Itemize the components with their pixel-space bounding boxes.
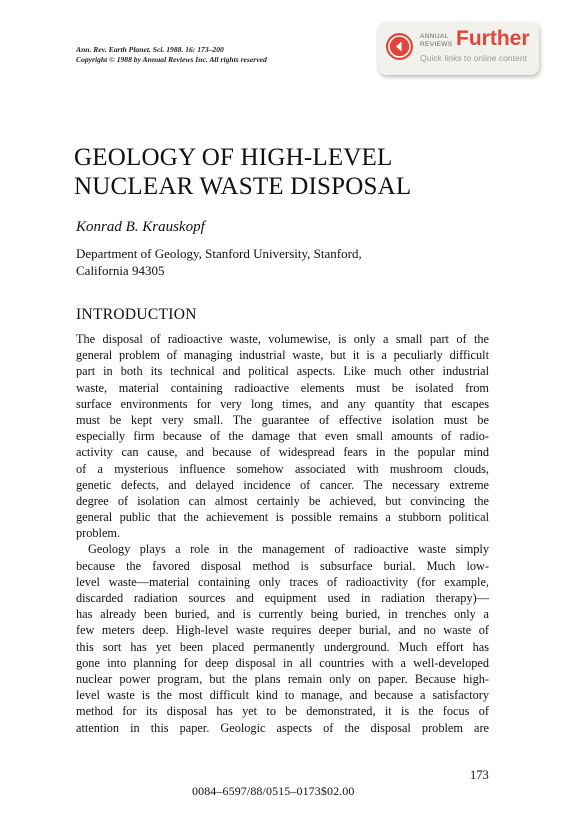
paragraph-line: method for its disposal has yet to be demonstrated, it is the focus of: [76, 704, 489, 719]
article-title: [74, 143, 474, 201]
further-label: Further: [456, 27, 530, 50]
page-number: 173: [470, 768, 489, 782]
paragraph-line: degree of isolation can almost certainly be achieved, but convincing the: [76, 493, 489, 508]
paragraph-line: The disposal of radioactive waste, volumewise, is only a small part of the: [76, 332, 489, 346]
annual-reviews-wordmark: [420, 33, 453, 48]
annual-label: ANNUAL: [420, 33, 449, 40]
section-heading: INTRODUCTION: [76, 306, 197, 323]
paragraph-line: attention in this paper. Geologic aspects of the disposal problem are: [76, 720, 489, 735]
paragraph-line: general public that the achievement is possible remains a stubborn political: [76, 510, 489, 525]
paragraph-line: few meters deep. High-level waste requires deeper burial, and no waste of: [76, 623, 489, 638]
paragraph-line: this sort has yet been placed permanently underground. Much effort has: [76, 639, 489, 654]
paragraph: [76, 541, 489, 735]
paragraph-line: level waste—material containing only traces of radioactivity (for example,: [76, 574, 489, 589]
paragraph-line: has already been buried, and is currently being buried, in trenches only a: [76, 607, 489, 622]
affiliation-line-1: Department of Geology, Stanford University, Stanford,: [76, 246, 362, 261]
paragraph-line: discarded radiation sources and equipment used in radiation therapy)—: [76, 591, 489, 605]
article-code: 0084–6597/88/0515–0173$02.00: [192, 784, 355, 798]
citation-copyright-line: Copyright © 1988 by Annual Reviews Inc. All rights reserved: [76, 55, 267, 64]
paragraph-line: because the favored disposal method is subsurface burial. Much low-: [76, 558, 489, 573]
author-name: Konrad B. Krauskopf: [76, 219, 205, 235]
play-arrow-icon: [386, 33, 413, 60]
title-line-2: NUCLEAR WASTE DISPOSAL: [74, 173, 412, 200]
journal-citation: [76, 45, 267, 65]
paragraph-line: Geology plays a role in the management of radioactive waste simply: [88, 542, 489, 557]
paragraph-line: especially firm because of the damage that even small amounts of radio-: [76, 429, 489, 444]
paragraph-line: of a mysterious influence somehow associated with mushroom clouds,: [76, 461, 489, 476]
paragraph-line: genetic defects, and delayed incidence of cancer. The necessary extreme: [76, 477, 489, 492]
paragraph-line: gone into planning for deep disposal in all countries with a well-developed: [76, 655, 489, 670]
paragraph-line: general problem of managing industrial waste, but it is a peculiarly difficult: [76, 348, 489, 363]
author-affiliation: [76, 245, 476, 279]
paragraph-line: nuclear power program, but the plans remain only on paper. Because high-: [76, 671, 489, 686]
paragraph: [76, 331, 489, 541]
citation-journal-line: Ann. Rev. Earth Planet. Sci. 1988. 16: 173–200: [76, 45, 224, 54]
paragraph-line: surface environments for very long times, and any quantity that escapes: [76, 396, 489, 411]
paragraph-line: problem.: [76, 526, 121, 541]
paragraph-line: must be kept very small. The guarantee of effective isolation must be: [76, 412, 489, 427]
paragraph-line: part in both its technical and political aspects. Like much other industrial: [76, 364, 489, 379]
title-line-1: GEOLOGY OF HIGH-LEVEL: [74, 144, 393, 171]
reviews-label: REVIEWS: [420, 40, 453, 48]
paragraph-line: activity can cause, and because of widespread fears in the popular mind: [76, 445, 489, 460]
paragraph-line: waste, material containing radioactive elements must be isolated from: [76, 380, 489, 395]
annual-reviews-further-badge[interactable]: [378, 22, 539, 75]
quick-links-tagline: Quick links to online content: [420, 53, 528, 63]
body-text: [76, 331, 489, 736]
affiliation-line-2: California 94305: [76, 263, 165, 278]
paragraph-line: level waste is the most difficult kind to manage, and because a satisfactory: [76, 688, 489, 703]
